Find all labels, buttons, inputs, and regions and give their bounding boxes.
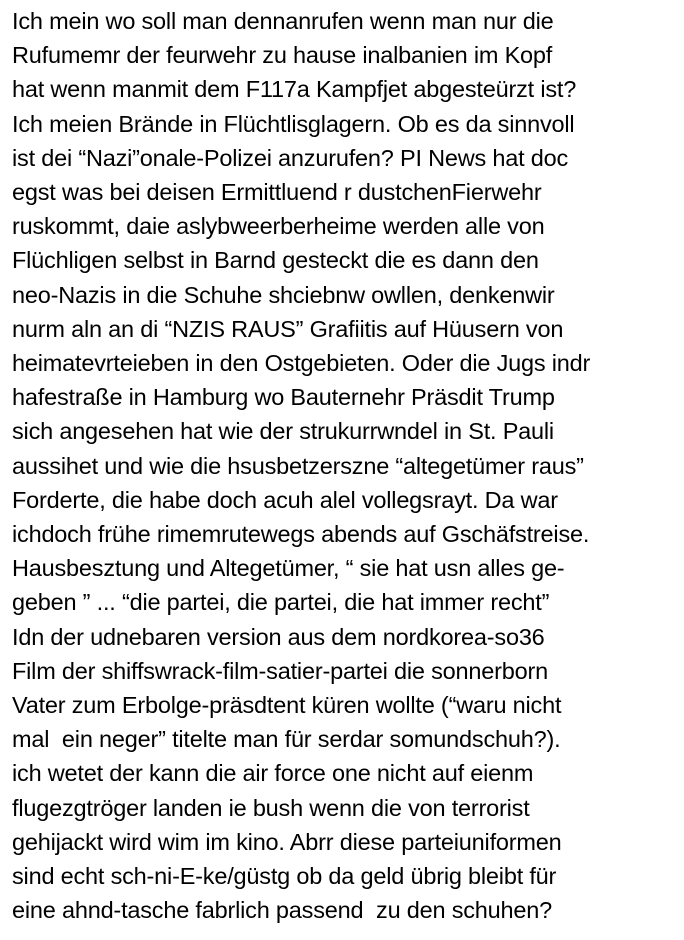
text-line-21: Vater zum Erbolge-präsdtent küren wollte (“waru nicht — [12, 692, 562, 719]
text-line-3: hat wenn manmit dem F117a Kampfjet abgesteürzt ist? — [12, 76, 577, 103]
text-line-11: heimatevrteieben in den Ostgebieten. Oder die Jugs indr — [12, 350, 591, 377]
text-line-9: neo-Nazis in die Schuhe shciebnw owllen, denkenwir — [12, 281, 555, 308]
text-line-18: geben ” ... “die partei, die partei, die hat immer recht” — [12, 589, 550, 616]
text-line-23: ich wetet der kann die air force one nicht auf eienm — [12, 760, 534, 787]
text-line-27: eine ahnd-tasche fabrlich passend zu den schuhen? — [12, 897, 553, 924]
text-line-24: flugezgtröger landen ie bush wenn die von terrorist — [12, 794, 530, 821]
text-line-16: ichdoch frühe rimemrutewegs abends auf Gschäfstreise. — [12, 521, 590, 548]
text-line-1: Ich mein wo soll man dennanrufen wenn man nur die — [12, 8, 554, 34]
text-line-15: Forderte, die habe doch acuh alel vollegsrayt. Da war — [12, 486, 558, 513]
text-line-17: Hausbesztung und Altegetümer, “ sie hat usn alles ge- — [12, 555, 565, 582]
body-text — [12, 4, 674, 927]
text-line-19: Idn der udnebaren version aus dem nordkorea-so36 — [12, 623, 545, 650]
text-line-6: egst was bei deisen Ermittluend r dustchenFierwehr — [12, 179, 542, 206]
text-line-14: aussihet und wie die hsusbetzerszne “altegetümer raus” — [12, 452, 584, 479]
text-line-12: hafestraße in Hamburg wo Bauternehr Präsdit Trump — [12, 384, 555, 411]
text-line-26: sind echt sch-ni-E-ke/güstg ob da geld übrig bleibt für — [12, 863, 557, 890]
text-line-5: ist dei “Nazi”onale-Polizei anzurufen? PI News hat doc — [12, 144, 569, 171]
text-line-2: Rufumemr der feurwehr zu hause inalbanien im Kopf — [12, 42, 553, 69]
text-line-20: Film der shiffswrack-film-satier-partei die sonnerborn — [12, 657, 548, 684]
text-line-22: mal ein neger” titelte man für serdar somundschuh?). — [12, 726, 561, 753]
text-line-8: Flüchligen selbst in Barnd gesteckt die es dann den — [12, 247, 539, 274]
text-line-7: ruskommt, daie aslybweerberheime werden alle von — [12, 213, 545, 240]
text-line-4: Ich meien Brände in Flüchtlisglagern. Ob es da sinnvoll — [12, 110, 575, 137]
text-line-13: sich angesehen hat wie der strukurrwndel in St. Pauli — [12, 418, 554, 445]
text-line-25: gehijackt wird wim im kino. Abrr diese parteiuniformen — [12, 828, 562, 855]
text-line-10: nurm aln an di “NZIS RAUS” Grafiitis auf Hüusern von — [12, 315, 564, 342]
